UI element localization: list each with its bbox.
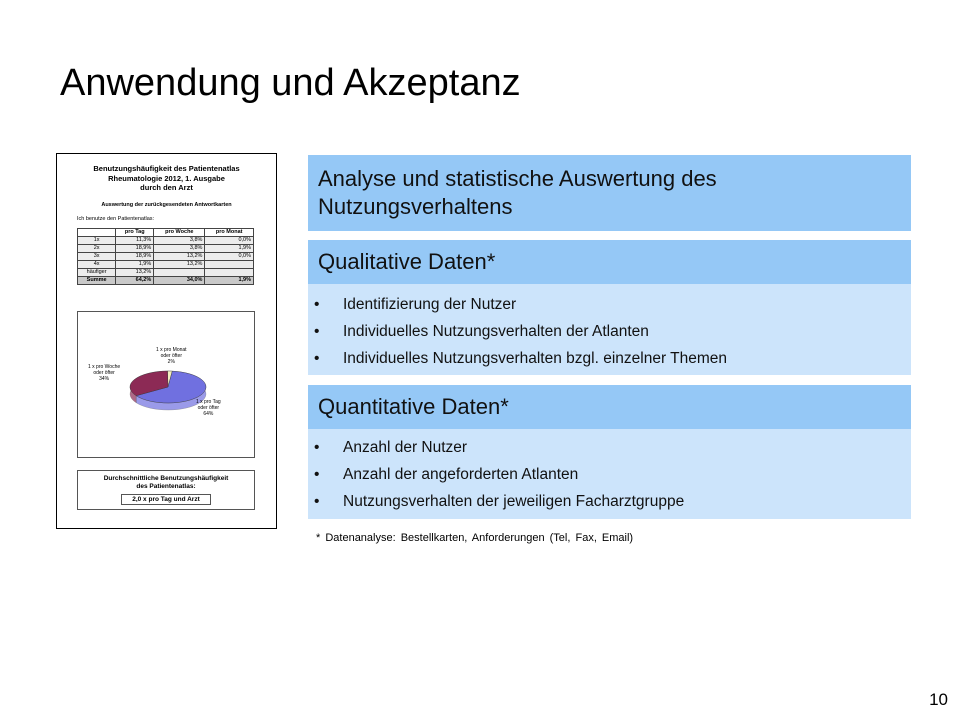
pie-chart bbox=[78, 312, 254, 457]
table-row: 3x 18,9% 13,2% 0,0% bbox=[78, 253, 254, 261]
list-item: • Nutzungsverhalten der jeweiligen Facharztgruppe bbox=[308, 488, 911, 515]
qualitative-list bbox=[308, 284, 911, 375]
average-usage-box: Durchschnittliche Benutzungshäufigkeit des Patientenatlas: 2,0 x pro Tag und Arzt bbox=[77, 470, 255, 510]
pie-label-week: 1 x pro Woche oder öfter 34% bbox=[88, 364, 121, 382]
list-item: • Individuelles Nutzungsverhalten der Atlanten bbox=[308, 318, 911, 345]
pie-chart-box bbox=[77, 311, 255, 458]
survey-thumbnail bbox=[56, 153, 277, 529]
qualitative-heading: Qualitative Daten* bbox=[308, 240, 911, 284]
analysis-heading: Analyse und statistische Auswertung des Nutzungsverhaltens bbox=[308, 155, 911, 231]
table-row: 1x 11,3% 3,8% 0,0% bbox=[78, 237, 254, 245]
list-item: • Individuelles Nutzungsverhalten bzgl. einzelner Themen bbox=[308, 345, 911, 372]
thumbnail-title: Benutzungshäufigkeit des Patientenatlas Rheumatologie 2012, 1. Ausgabe durch den Arzt bbox=[93, 164, 240, 192]
page-number: 10 bbox=[929, 690, 948, 709]
list-item: • Anzahl der Nutzer bbox=[308, 434, 911, 461]
slide-title: Anwendung und Akzeptanz bbox=[60, 62, 521, 104]
quantitative-heading: Quantitative Daten* bbox=[308, 385, 911, 429]
table-header-row: pro Tag pro Woche pro Monat bbox=[78, 229, 254, 237]
pie-label-month: 1 x pro Monat oder öfter 2% bbox=[156, 347, 187, 365]
footnote: * Datenanalyse: Bestellkarten, Anforderungen (Tel, Fax, Email) bbox=[316, 532, 634, 544]
list-item: • Anzahl der angeforderten Atlanten bbox=[308, 461, 911, 488]
table-sum-row: Summe 64,2% 34,0% 1,9% bbox=[78, 277, 254, 285]
pie-label-day: 1 x pro Tag oder öfter 64% bbox=[196, 399, 221, 417]
list-item: • Identifizierung der Nutzer bbox=[308, 291, 911, 318]
thumbnail-table-label: Ich benutze den Patientenatlas: bbox=[77, 216, 155, 222]
table-row: 2x 18,9% 3,8% 1,9% bbox=[78, 245, 254, 253]
thumbnail-subtitle: Auswertung der zurückgesendeten Antwortkarten bbox=[101, 202, 232, 208]
quantitative-list bbox=[308, 429, 911, 519]
table-row: häufiger 13,2% bbox=[78, 269, 254, 277]
average-usage-value: 2,0 x pro Tag und Arzt bbox=[121, 494, 211, 505]
usage-table bbox=[77, 228, 254, 285]
table-row: 4x 1,9% 13,2% bbox=[78, 261, 254, 269]
